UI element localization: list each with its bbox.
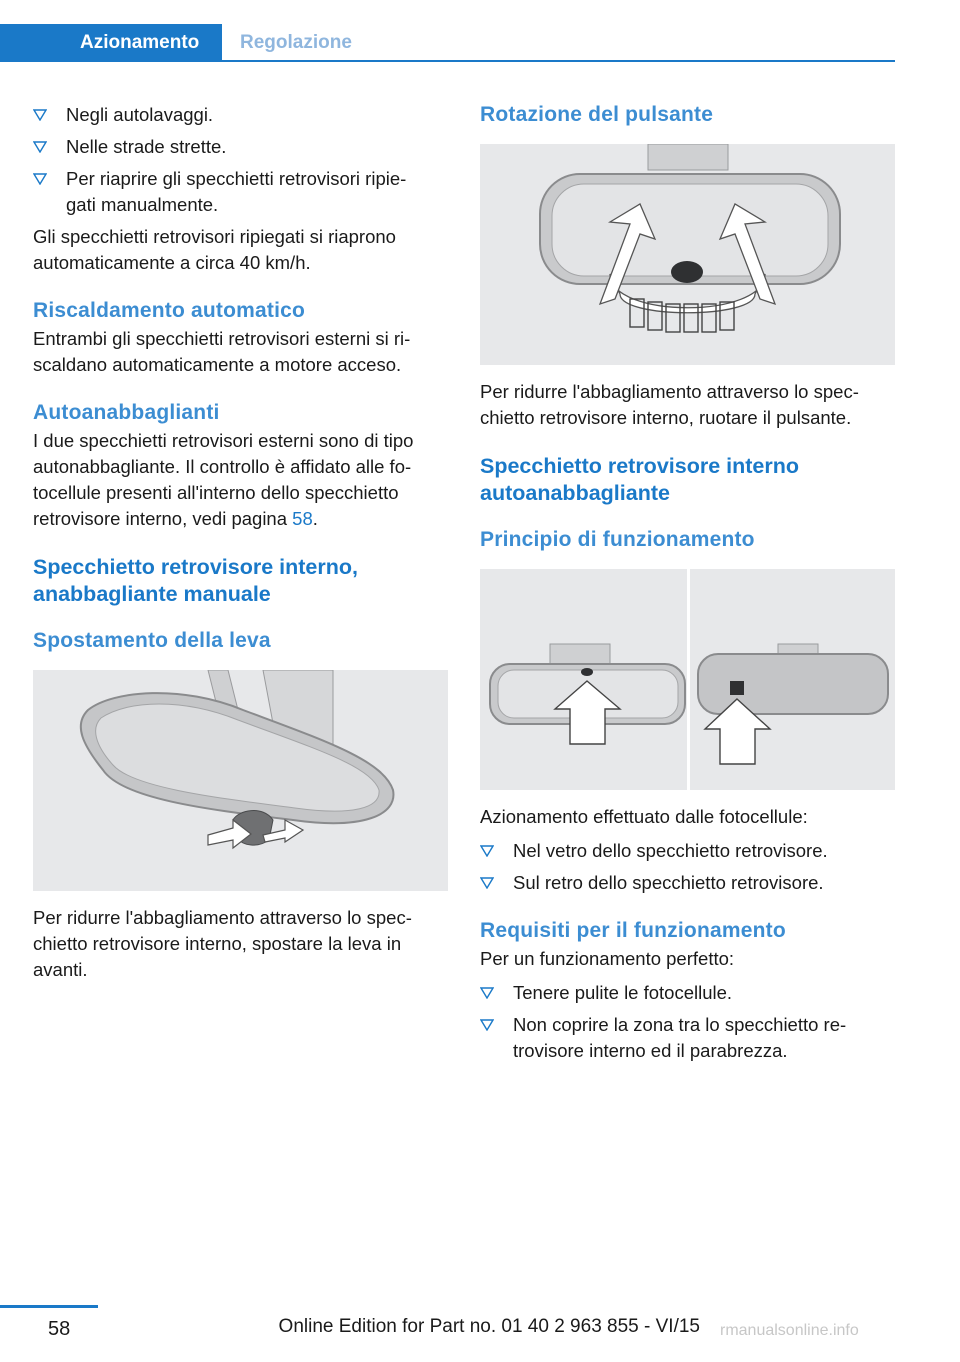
list-item-text: Per riaprire gli specchietti retrovisori ripie‐ gati manualmente. (66, 168, 407, 215)
figure-rotate-button (480, 144, 895, 365)
bullet-list-requirements (480, 980, 895, 1064)
watermark: rmanualsonline.info (720, 1322, 859, 1339)
heading-manual-dimming-mirror: Specchietto retrovisore interno, anabbagliante manuale (33, 555, 358, 606)
list-item-text: Nel vetro dello specchietto retrovisore. (513, 840, 828, 861)
bullet-list-photocells (480, 838, 895, 896)
list-item-text: Tenere pulite le fotocellule. (513, 982, 733, 1003)
triangle-bullet-icon (480, 1019, 494, 1031)
paragraph-autodimming-end: . (312, 508, 318, 529)
list-item (480, 980, 895, 1006)
triangle-bullet-icon (33, 173, 47, 185)
paragraph-heating: Entrambi gli specchietti retrovisori esterni si ri‐ scaldano automaticamente a motore acceso. (33, 328, 411, 375)
tab-azionamento[interactable]: Azionamento (0, 24, 222, 61)
header-tabbar (0, 24, 895, 62)
caption-lever: Per ridurre l'abbagliamento attraverso lo spec‐ chietto retrovisore interno, spostare la leva in avanti. (33, 907, 412, 980)
footer-edition: Online Edition for Part no. 01 40 2 963 855 - VI/15 (278, 1316, 700, 1337)
list-item-text: Sul retro dello specchietto retrovisore. (513, 872, 824, 893)
mirror-lever-illustration (33, 670, 448, 891)
heading-requirements: Requisiti per il funzionamento (480, 919, 786, 942)
left-column (33, 102, 448, 983)
caption-rotate: Per ridurre l'abbagliamento attraverso lo spec‐ chietto retrovisore interno, ruotare il pulsante. (480, 381, 859, 428)
rotate-button-illustration (480, 144, 895, 365)
heading-auto-dimming-mirror: Specchietto retrovisore interno autoanabbagliante (480, 454, 799, 505)
heading-move-lever: Spostamento della leva (33, 629, 271, 652)
paragraph-autodimming (33, 428, 448, 532)
heading-automatic-heating: Riscaldamento automatico (33, 299, 306, 322)
list-item (33, 166, 448, 218)
triangle-bullet-icon (33, 141, 47, 153)
triangle-bullet-icon (33, 109, 47, 121)
triangle-bullet-icon (480, 877, 494, 889)
list-item (480, 1012, 895, 1064)
list-item (480, 870, 895, 896)
heading-rotate-button: Rotazione del pulsante (480, 103, 714, 126)
heading-operating-principle: Principio di funzionamento (480, 528, 755, 551)
bullet-list-mirror-fold (33, 102, 448, 218)
paragraph-requirements: Per un funzionamento perfetto: (480, 948, 735, 969)
page-number: 58 (48, 1318, 71, 1340)
list-item-text: Non coprire la zona tra lo specchietto re‐ trovisore interno ed il parabrezza. (513, 1014, 847, 1061)
tab-regolazione[interactable]: Regolazione (240, 32, 352, 53)
triangle-bullet-icon (480, 845, 494, 857)
paragraph-autodimming-text: I due specchietti retrovisori esterni sono di tipo autonabbagliante. Il controllo è affidato alle fo‐ tocellule presenti all'interno dello specchietto retrovisore interno, vedi pagina (33, 430, 414, 529)
page-number-bar (0, 1305, 98, 1308)
figure-photocells (480, 569, 895, 790)
list-item-text: Negli autolavaggi. (66, 104, 214, 125)
list-item (33, 102, 448, 128)
paragraph-reopen: Gli specchietti retrovisori ripiegati si riaprono automaticamente a circa 40 km/h. (33, 226, 396, 273)
heading-autodimming: Autoanabbaglianti (33, 401, 220, 424)
right-column (480, 102, 895, 1070)
caption-photocells: Azionamento effettuato dalle fotocellule: (480, 806, 808, 827)
page-link-58[interactable]: 58 (292, 508, 313, 529)
photocells-illustration (480, 569, 895, 790)
list-item-text: Nelle strade strette. (66, 136, 227, 157)
list-item (480, 838, 895, 864)
triangle-bullet-icon (480, 987, 494, 999)
list-item (33, 134, 448, 160)
figure-mirror-lever (33, 670, 448, 891)
